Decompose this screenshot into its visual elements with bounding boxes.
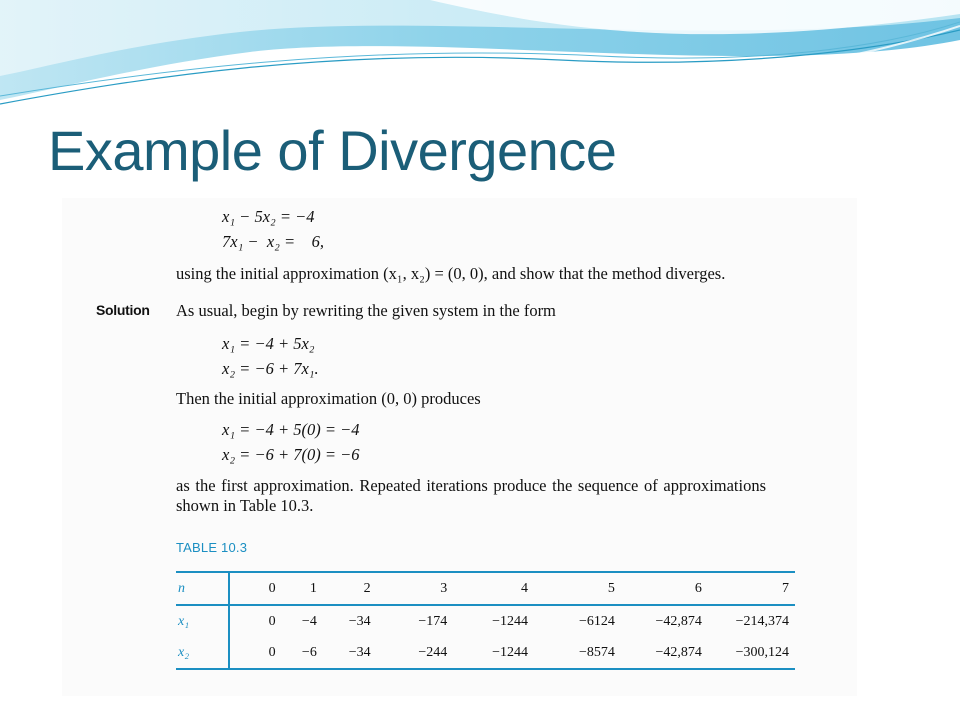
table-cell: −42,874 [617,637,704,669]
equation-2: 7x₁ − x₂ = 6, [222,232,325,251]
first-approx-equation-1: x₁ = −4 + 5(0) = −4 [222,420,360,439]
col-header: 6 [617,572,704,605]
table-cell: −6 [284,637,319,669]
row-label: x₂ [176,637,229,669]
table-row-x2 [176,637,795,669]
table-cell: −34 [348,613,371,629]
iteration-table [176,571,795,670]
col-header: 7 [704,572,795,605]
slide-title: Example of Divergence [48,119,617,182]
table-cell: −1244 [449,637,530,669]
solution-intro: As usual, begin by rewriting the given system in the form [176,301,556,320]
col-header: 1 [284,572,319,605]
table-cell: −300,124 [704,637,795,669]
after-text-line-2: shown in Table 10.3. [176,496,314,515]
table-header-row [176,572,795,605]
table-cell: −8574 [530,637,617,669]
table-cell: 0 [229,637,284,669]
after-text-line-1: as the first approximation. Repeated iterations produce the sequence of approximations [176,476,767,495]
table-cell: −214,374 [735,613,789,629]
first-approx-equation-2: x₂ = −6 + 7(0) = −6 [222,445,360,464]
table-cell: −6124 [579,613,615,629]
header-wave-decoration [0,0,960,115]
solution-label: Solution [96,302,150,318]
rewrite-equation-1: x₁ = −4 + 5x₂ [222,334,315,353]
row-label: x₁ [176,605,229,637]
col-header: 0 [229,572,284,605]
col-header: 2 [319,572,373,605]
header-label: n [176,572,229,605]
table-cell: −244 [373,637,450,669]
col-header: 5 [530,572,617,605]
equation-1: x₁ − 5x₂ = −4 [222,207,315,226]
rewrite-equation-2: x₂ = −6 + 7x₁. [222,359,319,378]
problem-instruction: using the initial approximation (x₁, x₂) = (0, 0), and show that the method diverges. [176,264,726,283]
col-header: 4 [449,572,530,605]
table-cell: −42,874 [655,613,702,629]
table-cell: −4 [301,613,317,629]
table-cell: 0 [268,613,276,629]
then-text: Then the initial approximation (0, 0) produces [176,389,481,408]
table-cell: −34 [319,637,373,669]
table-row-x1 [176,605,795,637]
table-cell: −1244 [492,613,528,629]
table-cell: −174 [418,613,448,629]
col-header: 3 [373,572,450,605]
table-caption: TABLE 10.3 [176,540,248,555]
